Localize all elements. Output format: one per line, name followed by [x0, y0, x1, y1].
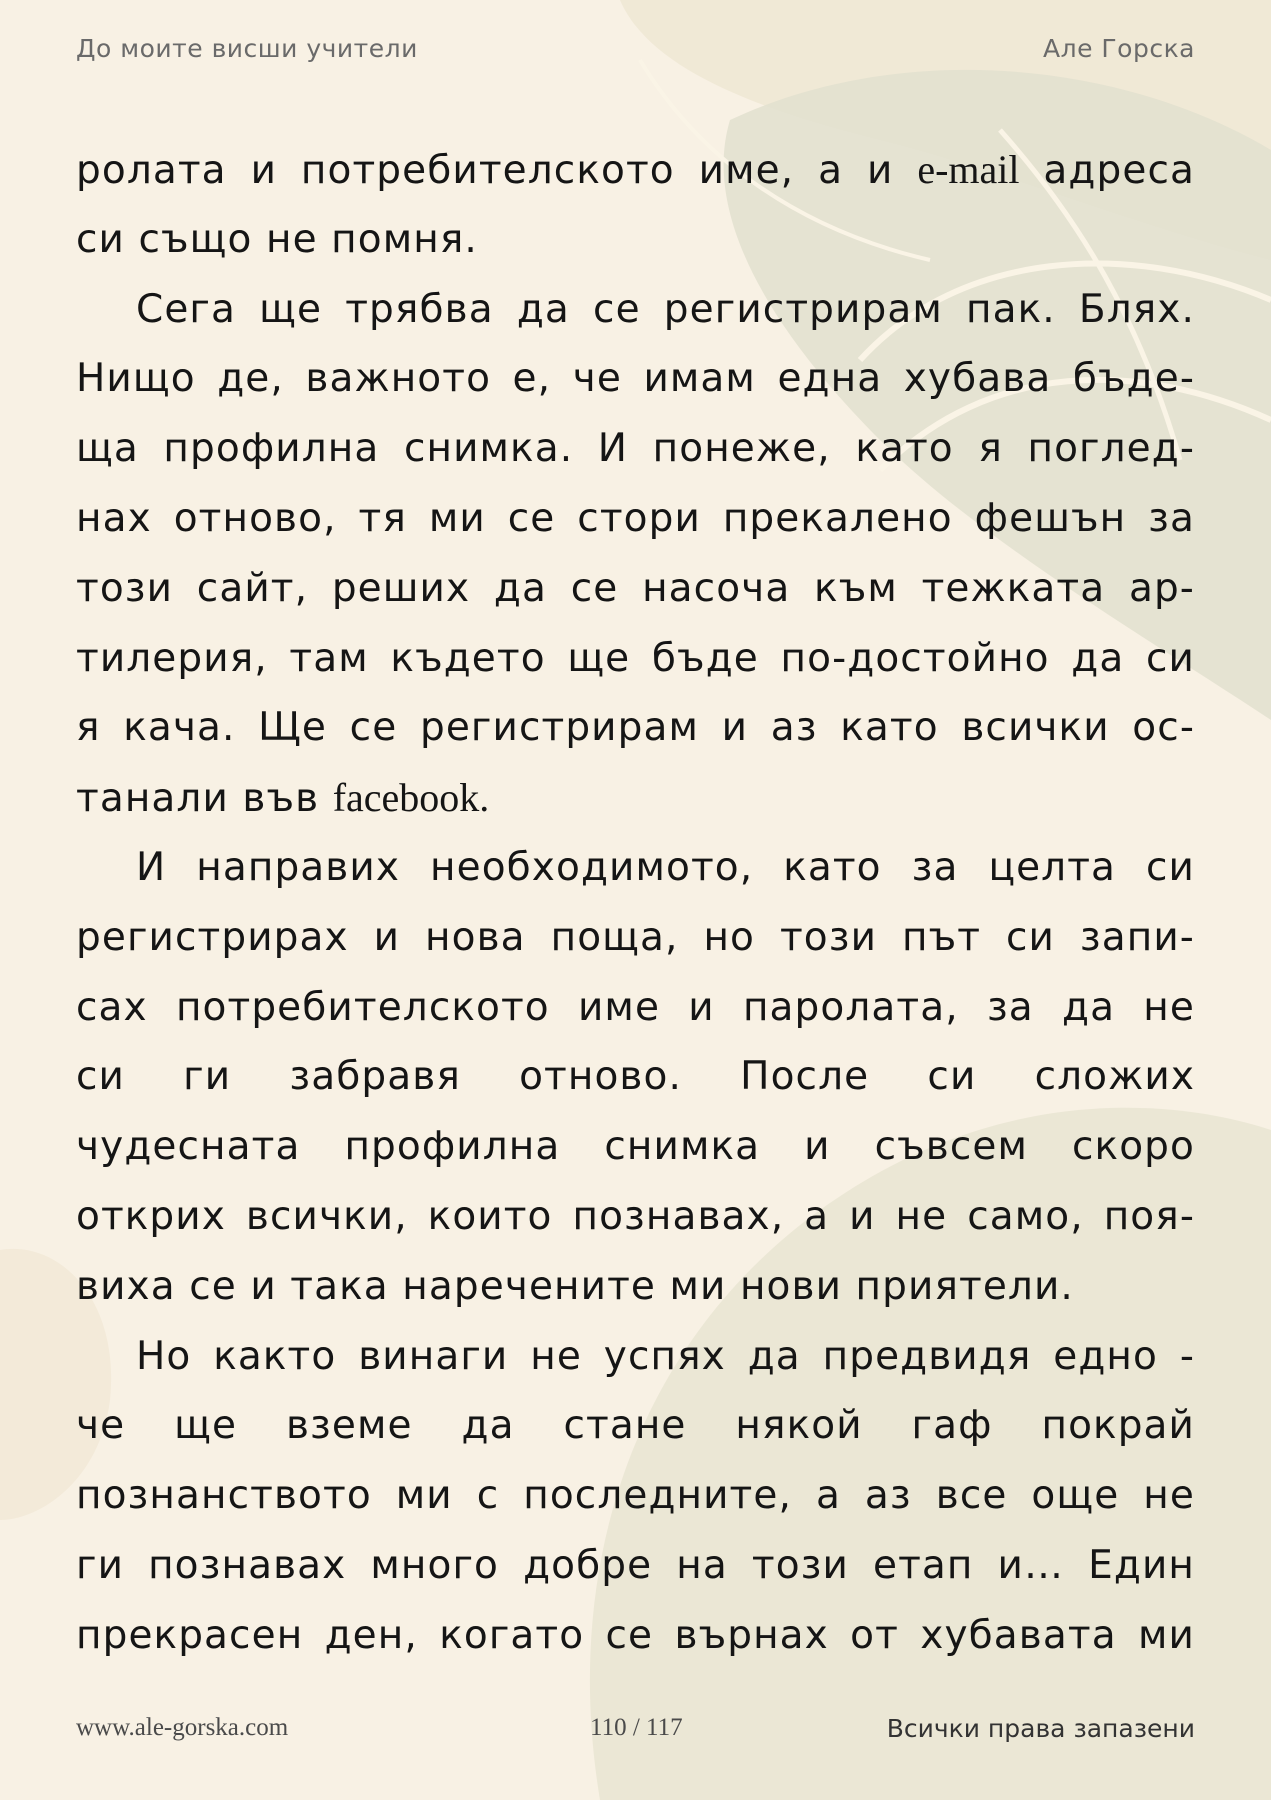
book-title: До моите висши учители — [76, 34, 418, 63]
text-line: тилерия, там където ще бъде по-достойно да си — [76, 635, 1195, 681]
page-header — [76, 34, 1195, 70]
text-line: регистрирах и нова поща, но този път си запи- — [76, 914, 1195, 960]
text-line: ща профилна снимка. И понеже, като я поглед- — [76, 426, 1195, 472]
paragraph-start-line: Но както винаги не успях да предвидя едно - — [136, 1333, 1195, 1379]
text-line: ги познавах много добре на този етап и… Един — [76, 1542, 1195, 1588]
text-line: нах отново, тя ми се стори прекалено фешън за — [76, 495, 1195, 541]
text-line: открих всички, които познавах, а и не само, поя- — [76, 1193, 1195, 1239]
email-word: e-mail — [917, 147, 1020, 192]
author-name: Але Горска — [1043, 34, 1195, 63]
facebook-word: facebook. — [332, 775, 490, 821]
text-line: този сайт, реших да се насоча към тежката ар- — [76, 565, 1195, 611]
text-line: я кача. Ще се регистрирам и аз като всички ос- — [76, 705, 1195, 751]
page-number: 110 / 117 — [590, 1714, 683, 1741]
body-text — [76, 135, 1195, 1671]
text-line: прекрасен ден, когато се върнах от хубавата ми — [76, 1612, 1195, 1658]
text-line: виха се и така наречените ми нови приятели. — [76, 1263, 1074, 1309]
text-line: чудесната профилна снимка и съвсем скоро — [76, 1124, 1195, 1170]
text-line: познанството ми с последните, а аз все още не — [76, 1473, 1195, 1519]
paragraph-start-line: Сега ще трябва да се регистрирам пак. Блях. — [136, 286, 1195, 332]
text-line: ролата и потребителското име, а и e-mail адреса — [76, 147, 1195, 193]
text-line: си ги забравя отново. После си сложих — [76, 1054, 1195, 1100]
text-line: сах потребителското име и паролата, за да не — [76, 984, 1195, 1030]
text-line: Нищо де, важното е, че имам една хубава бъде- — [76, 356, 1195, 402]
paragraph-start-line: И направих необходимото, като за целта си — [136, 844, 1195, 890]
text-line: си също не помня. — [76, 216, 478, 262]
copyright-notice: Всички права запазени — [886, 1714, 1195, 1743]
page-footer — [76, 1714, 1195, 1750]
website-link[interactable]: www.ale-gorska.com — [76, 1714, 289, 1741]
text-line: танали във facebook. — [76, 775, 490, 822]
text-line: че ще вземе да стане някой гаф покрай — [76, 1403, 1195, 1449]
